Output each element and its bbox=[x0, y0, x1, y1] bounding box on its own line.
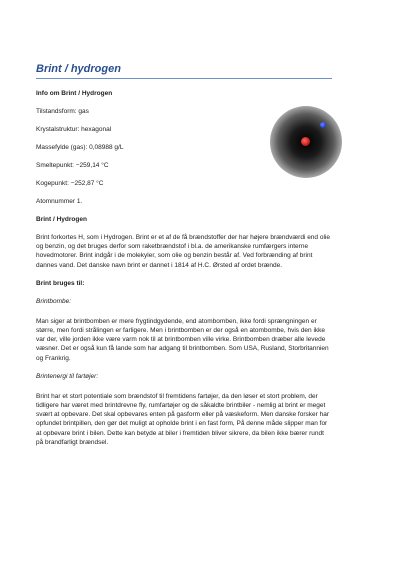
hydrogen-vehicles-paragraph: Brint har et stort potentiale som brændstof til fremtidens fartøjer, da den løser et stort problem, der tidligere har været med brintdrevne fly, rumfartøjer og de såkaldte brintbiler - nemlig at brint er meget svært at opbevare. Det skal opbevares enten på gasform eller på væskeform. Men danske forsker har opfundet brintpillen, den gør det muligt at opholde brint i en fast form, På denne måde slipper man for at opbevare brint i bilen. Dette kan betyde at biler i fremtiden bliver sikrere, da bilen ikke bærer rundt på brandfarligt brændsel. bbox=[36, 392, 330, 446]
info-crystal-structure: Krystalstruktur: hexagonal bbox=[36, 126, 112, 133]
info-state: Tilstandsform: gas bbox=[36, 108, 89, 115]
info-density: Massefylde (gas): 0,08988 g/L bbox=[36, 144, 124, 151]
info-melting-point: Smeltepunkt: −259,14 °C bbox=[36, 162, 109, 169]
document-title: Brint / hydrogen bbox=[36, 63, 121, 75]
info-heading: Info om Brint / Hydrogen bbox=[36, 90, 113, 97]
subheading-hydrogen-energy-vehicles: Brintenergi til fartøjer: bbox=[36, 372, 99, 380]
hydrogen-paragraph: Brint forkortes H, som i Hydrogen. Brint er et af de få brændstoffer der har højere brændværdi end olie og benzin, og det bruges derfor som raketbrændstof i bl.a. de amerikanske rumfærgers interne hovedmotorer. Brint indgår i de molekyler, som olie og benzin består af. Ved forbrænding af brint dannes vand. Det danske navn brint er dannet i 1814 af H.C. Ørsted af ordet brænde. bbox=[36, 234, 330, 269]
info-boiling-point: Kogepunkt: −252,87 °C bbox=[36, 180, 104, 187]
section-heading-hydrogen: Brint / Hydrogen bbox=[36, 216, 87, 223]
title-underline bbox=[36, 78, 332, 79]
nucleus-icon bbox=[301, 137, 310, 146]
hydrogen-atom-illustration bbox=[270, 106, 342, 178]
subheading-hydrogen-bomb: Brintbombe: bbox=[36, 297, 72, 305]
section-heading-uses: Brint bruges til: bbox=[36, 279, 85, 287]
hydrogen-bomb-paragraph: Man siger at brintbomben er mere frygtindgydende, end atombomben, ikke fordi sprængningen er større, men fordi strålingen er farligere. Men i brintbomben er der også en atombombe, hvis den ikke var der, ville jorden ikke være varm nok til at brintbomben ville virke. Brintbomben dræber alle levede væsner. Det er også kun få lande som har adgang til brintbomben. Som USA, Rusland, Storbritannien og Frankrig. bbox=[36, 317, 329, 362]
electron-icon bbox=[320, 122, 326, 128]
info-atomic-number: Atomnummer 1. bbox=[36, 198, 83, 205]
